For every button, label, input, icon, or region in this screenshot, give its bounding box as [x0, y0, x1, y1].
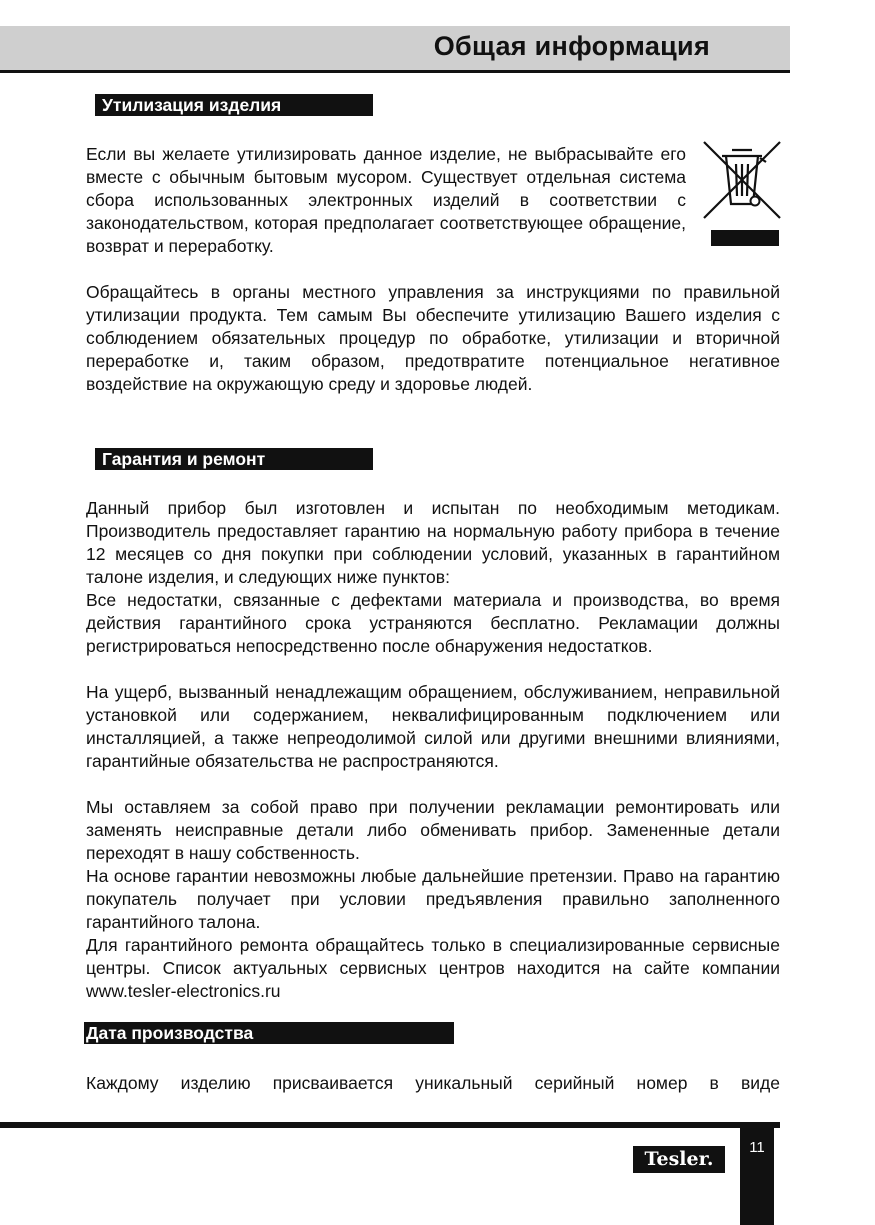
disposal-paragraph-2: Обращайтесь в органы местного управления за инструкциями по правильной утилизации продукта. Тем самым Вы обеспечите утилизацию Вашего изделия с соблюдением обязательных процедур по обработке, утилизации и вторичной переработке и, таким образом, предотвратите потенциальное негативное воздействие на окружающую среду и здоровье людей. [86, 282, 780, 395]
warranty-paragraph: Для гарантийного ремонта обращайтесь только в специализированные сервисные центры. Список актуальных сервисных центров находится на сайте компании www.tesler-electronics.ru [86, 935, 780, 1002]
bin-underline-bar [711, 230, 779, 246]
section-heading-warranty: Гарантия и ремонт [95, 448, 373, 470]
section-heading-disposal: Утилизация изделия [95, 94, 373, 116]
header-rule [0, 70, 790, 73]
brand-logo: Tesler. [633, 1146, 725, 1173]
page-title: Общая информация [433, 31, 710, 61]
page-number: 11 [749, 1139, 765, 1156]
warranty-paragraph: На ущерб, вызванный ненадлежащим обращением, обслуживанием, неправильной установкой или содержанием, неквалифицированным подключением или инсталляцией, а также непреодолимой силой или другими внешними влияниями, гарантийные обязательства не распространяются. [86, 682, 780, 772]
disposal-paragraph-1: Если вы желаете утилизировать данное изделие, не выбрасывайте его вместе с обычным бытовым мусором. Существует отдельная система сбора использованных электронных изделий в соответствии с законодательством, которая предполагает соответствующее обращение, возврат и переработку. [86, 144, 686, 257]
page-number-tab [740, 1122, 774, 1225]
crossed-out-wheelie-bin-icon [700, 138, 784, 222]
production-date-paragraph: Каждому изделию присваивается уникальный серийный номер в виде [86, 1073, 780, 1093]
warranty-paragraph: Данный прибор был изготовлен и испытан по необходимым методикам. Производитель предоставляет гарантию на нормальную работу прибора в течение 12 месяцев со дня покупки при соблюдении условий, указанных в гарантийном талоне изделия, и следующих ниже пунктов: [86, 498, 780, 588]
warranty-paragraph: Мы оставляем за собой право при получении рекламации ремонтировать или заменять неисправные детали либо обменивать прибор. Замененные детали переходят в нашу собственность. [86, 797, 780, 864]
warranty-paragraph: Все недостатки, связанные с дефектами материала и производства, во время действия гарантийного срока устраняются бесплатно. Рекламации должны регистрироваться непосредственно после обнаружения недостатков. [86, 590, 780, 657]
section-heading-production-date: Дата производства [84, 1022, 454, 1044]
warranty-paragraph: На основе гарантии невозможны любые дальнейшие претензии. Право на гарантию покупатель получает при условии предъявления правильно заполненного гарантийного талона. [86, 866, 780, 933]
footer-rule [0, 1122, 780, 1128]
